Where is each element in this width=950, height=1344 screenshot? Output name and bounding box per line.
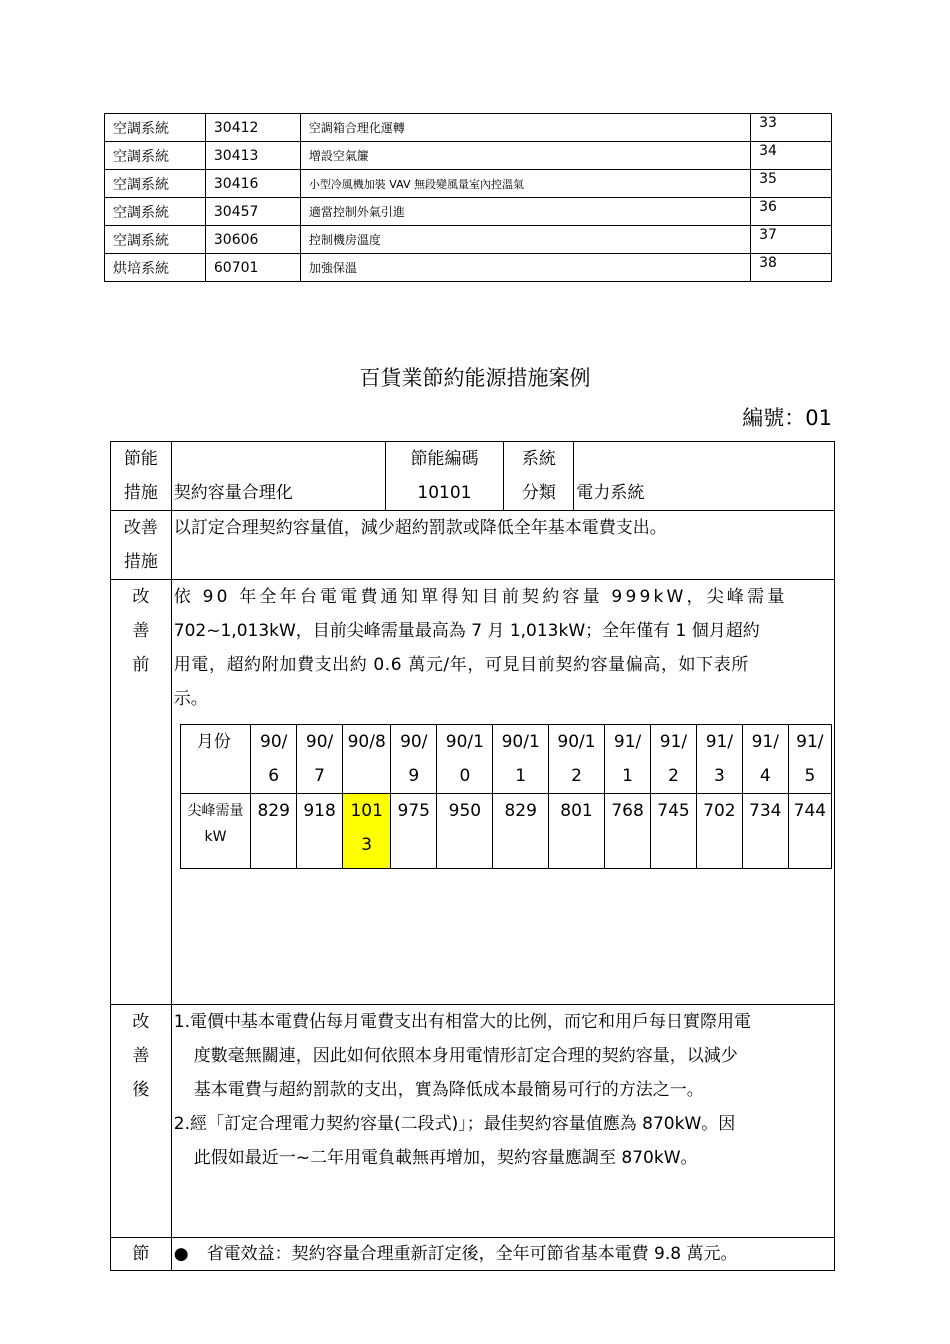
case-number: 編號：01 [742, 406, 832, 430]
page-cell: 37 [751, 226, 832, 254]
improvement-text-cell [171, 511, 834, 580]
code-cell: 30412 [205, 114, 300, 142]
system-label-2: 分類 [521, 483, 556, 503]
month-row [180, 725, 831, 794]
peak-cell: 829 [251, 794, 297, 869]
system-cell: 空調系統 [105, 114, 206, 142]
page-cell: 35 [751, 170, 832, 198]
page-title: 百貨業節約能源措施案例 [359, 366, 591, 390]
savings-text: 省電效益：契約容量合理重新訂定後，全年可節省基本電費 9.8 萬元。 [206, 1244, 738, 1264]
month-cell: 91/ 1 [605, 725, 651, 794]
measure-cell: 適當控制外氣引進 [300, 198, 750, 226]
after-item-line: 度數毫無關連，因此如何依照本身用電情形訂定合理的契約容量，以減少 [193, 1046, 738, 1066]
system-label-1: 系統 [521, 449, 556, 469]
before-label-char: 前 [132, 655, 150, 675]
after-item-line: 2.經「訂定合理電力契約容量(二段式)」；最佳契約容量值應為 870kW。因 [173, 1114, 736, 1134]
peak-cell: 918 [297, 794, 343, 869]
savings-label-cell [111, 1238, 172, 1271]
system-cell: 空調系統 [105, 198, 206, 226]
peak-row [180, 794, 831, 869]
month-cell: 90/8 [343, 725, 391, 794]
bullet-icon: ● [173, 1244, 189, 1264]
table-row [105, 254, 832, 282]
month-cell: 90/1 1 [493, 725, 548, 794]
peak-cell: 734 [742, 794, 788, 869]
savings-row [111, 1238, 835, 1271]
measure-cell: 空調箱合理化運轉 [300, 114, 750, 142]
before-content-cell [171, 580, 834, 1005]
table-row [105, 170, 832, 198]
before-label-char: 改 [132, 587, 150, 607]
measure-value: 契約容量合理化 [173, 483, 293, 503]
month-cell: 90/ 7 [297, 725, 343, 794]
code-cell: 30416 [205, 170, 300, 198]
page-cell: 34 [751, 142, 832, 170]
index-table [104, 113, 832, 282]
header-row [111, 442, 835, 511]
page-cell: 36 [751, 198, 832, 226]
before-label-char: 善 [132, 621, 150, 641]
before-text-line: 702~1,013kW，目前尖峰需量最高為 7 月 1,013kW；全年僅有 1 個月超約 [173, 621, 760, 641]
peak-demand-table [180, 724, 832, 869]
after-item-line: 1.電價中基本電費佔每月電費支出有相當大的比例，而它和用戶每日實際用電 [173, 1012, 751, 1032]
after-content-cell [171, 1005, 834, 1238]
month-cell: 90/1 0 [437, 725, 493, 794]
before-text-line: 用電，超約附加費支出約 0.6 萬元/年，可見目前契約容量偏高，如下表所 [173, 655, 749, 675]
peak-cell: 975 [391, 794, 437, 869]
system-value-cell [574, 442, 835, 511]
before-row [111, 580, 835, 1005]
peak-cell: 744 [788, 794, 831, 869]
measure-value-cell [171, 442, 385, 511]
measure-label-2: 措施 [123, 483, 158, 503]
after-label-cell [111, 1005, 172, 1238]
month-header: 月份 [180, 725, 250, 794]
measure-label-1: 節能 [123, 449, 158, 469]
code-cell: 30413 [205, 142, 300, 170]
system-value: 電力系統 [576, 483, 645, 503]
system-label-cell [504, 442, 574, 511]
before-text-line: 示。 [173, 689, 208, 709]
measure-cell: 小型冷風機加裝 VAV 無段變風量室內控溫氣 [300, 170, 750, 198]
month-cell: 90/ 9 [391, 725, 437, 794]
after-item-line: 基本電費与超約罰款的支出，實為降低成本最簡易可行的方法之一。 [193, 1080, 704, 1100]
page-cell: 38 [751, 254, 832, 282]
month-cell: 91/ 3 [696, 725, 742, 794]
improvement-label-cell [111, 511, 172, 580]
improvement-label-2: 措施 [123, 552, 158, 572]
month-cell: 90/1 2 [548, 725, 604, 794]
peak-cell: 702 [696, 794, 742, 869]
after-label-char: 改 [132, 1012, 150, 1032]
month-cell: 90/ 6 [251, 725, 297, 794]
code-cell [385, 442, 504, 511]
after-row [111, 1005, 835, 1238]
peak-cell: 801 [548, 794, 604, 869]
code-cell: 30606 [205, 226, 300, 254]
measure-label-cell [111, 442, 172, 511]
measure-cell: 增設空氣簾 [300, 142, 750, 170]
peak-cell: 950 [437, 794, 493, 869]
measure-cell: 加強保溫 [300, 254, 750, 282]
before-text-line: 依 90 年全年台電電費通知單得知目前契約容量 999kW，尖峰需量 [173, 587, 788, 607]
table-row [105, 226, 832, 254]
code-label: 節能編碼 [410, 449, 479, 469]
peak-cell: 745 [651, 794, 697, 869]
month-cell: 91/ 4 [742, 725, 788, 794]
savings-content-cell [171, 1238, 834, 1271]
improvement-text: 以訂定合理契約容量值，減少超約罰款或降低全年基本電費支出。 [173, 518, 667, 538]
peak-cell: 768 [605, 794, 651, 869]
system-cell: 空調系統 [105, 226, 206, 254]
peak-cell-highlight: 101 3 [343, 794, 391, 869]
peak-cell: 829 [493, 794, 548, 869]
table-row [105, 114, 832, 142]
month-cell: 91/ 5 [788, 725, 831, 794]
system-cell: 空調系統 [105, 142, 206, 170]
system-cell: 空調系統 [105, 170, 206, 198]
table-row [105, 198, 832, 226]
after-label-char: 後 [132, 1080, 150, 1100]
before-label-cell [111, 580, 172, 1005]
improvement-label-1: 改善 [123, 518, 158, 538]
after-item-line: 此假如最近一~二年用電負載無再增加，契約容量應調至 870kW。 [193, 1148, 698, 1168]
code-cell: 60701 [205, 254, 300, 282]
improvement-row [111, 511, 835, 580]
peak-header: 尖峰需量 kW [180, 794, 250, 869]
case-table [110, 441, 835, 1271]
code-value: 10101 [417, 483, 472, 503]
system-cell: 烘培系統 [105, 254, 206, 282]
code-cell: 30457 [205, 198, 300, 226]
table-row [105, 142, 832, 170]
savings-label: 節 [132, 1244, 150, 1264]
measure-cell: 控制機房溫度 [300, 226, 750, 254]
after-label-char: 善 [132, 1046, 150, 1066]
month-cell: 91/ 2 [651, 725, 697, 794]
page-cell: 33 [751, 114, 832, 142]
